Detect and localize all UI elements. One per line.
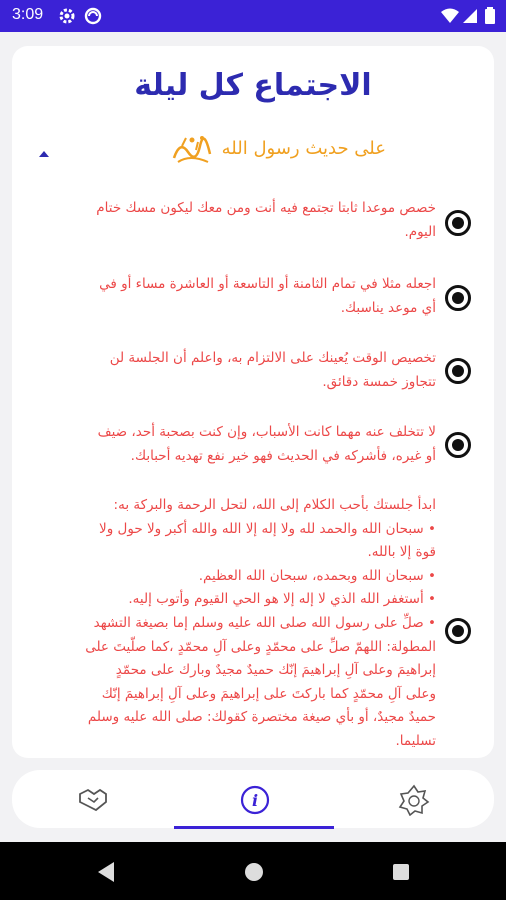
tip-text-5: ابدأ جلستك بأحب الكلام إلى الله، لتحل الرحمة والبركة به: • سبحان الله والحمد لله ولا إله إلا الله والله أكبر ولا حول ولا قوة إلا بالله. • سبحان الله وبحمده، سبحان الله العظيم. • أستغفر الله الذي لا إله إلا هو الحي القيوم وأتوب إليه. • صلِّ على رسول الله صلى الله عليه وسلم إما بصيغة التشهد المطولة: اللهمّ صلِّ على محمّدٍ وعلى آلِ محمّدٍ ،كما صلّيتَ على إبراهيمَ وعلى آلِ إبراهيمَ إنّك حميدٌ مجيدٌ وبارك على محمّدٍ وعلى آلِ محمّدٍ كما باركتَ على إبراهيمَ وعلى آلِ إبراهيمَ إنّك حميدٌ مجيدٌ، أو بأي صيغة مختصرة كقولك: صلى الله عليه وسلم تسليما. xyxy=(85,497,436,749)
section-header[interactable]: على حديث رسول الله xyxy=(221,138,386,159)
svg-text:i: i xyxy=(251,791,259,810)
tip-radio-5[interactable] xyxy=(445,618,471,644)
wifi-icon xyxy=(440,7,460,29)
system-nav-bar xyxy=(0,842,506,900)
tip-radio-2[interactable] xyxy=(445,285,471,311)
star-badge-icon xyxy=(398,784,430,820)
active-tab-indicator xyxy=(174,826,334,829)
status-time: 3:09 xyxy=(12,6,44,23)
tip-radio-4[interactable] xyxy=(445,432,471,458)
tip-text-2: اجعله مثلا في تمام الثامنة أو التاسعة أو العاشرة مساء أو في أي موعد يناسبك. xyxy=(99,276,436,316)
tip-radio-3[interactable] xyxy=(445,358,471,384)
nav-info[interactable] xyxy=(205,770,305,828)
status-bar xyxy=(0,0,506,32)
tip-text-4: لا تتخلف عنه مهما كانت الأسباب، وإن كنت بصحبة أحد، ضيف أو غيره، فأشركه في الحديث فهو خير نفع تهديه أحبابك. xyxy=(97,424,436,464)
recents-icon[interactable] xyxy=(391,861,411,887)
home-icon[interactable] xyxy=(244,861,264,887)
page-title: الاجتماع كل ليلة xyxy=(134,68,372,103)
nav-badge[interactable] xyxy=(364,770,464,828)
content-card xyxy=(12,46,494,758)
info-icon xyxy=(240,785,270,819)
battery-icon xyxy=(484,7,496,29)
tip-text-1: خصص موعدا ثابتا تجتمع فيه أنت ومن معك ليكون مسك ختام اليوم. xyxy=(96,200,436,240)
tip-text-3: تخصيص الوقت يُعينك على الالتزام به، واعلم أن الجلسة لن تتجاوز خمسة دقائق. xyxy=(109,350,436,390)
back-icon[interactable] xyxy=(96,861,116,887)
handshake-icon xyxy=(78,786,108,816)
nav-handshake[interactable] xyxy=(44,770,144,828)
sync-icon xyxy=(84,7,102,29)
gear-icon xyxy=(58,7,76,29)
bottom-nav xyxy=(12,770,494,828)
tip-radio-1[interactable] xyxy=(445,210,471,236)
tips-list xyxy=(12,46,494,758)
signal-icon xyxy=(462,7,478,29)
